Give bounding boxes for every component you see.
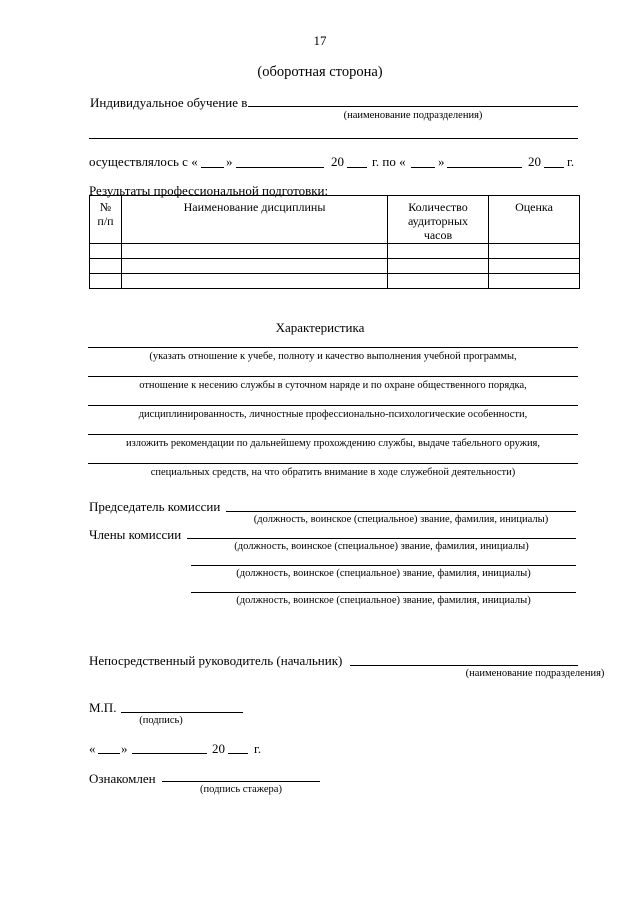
table-row[interactable] [90,259,580,274]
period-to-label: г. по « [372,154,406,169]
characteristic-caption-3: дисциплинированность, личностные профессионально-психологические особенности, [138,409,528,420]
characteristic-title: Характеристика [275,320,365,335]
to-month-line[interactable] [447,167,522,168]
member-line-3[interactable] [191,592,576,593]
date-month-line[interactable] [132,753,207,754]
period-close-quote-2: » [438,154,445,169]
characteristic-line-1[interactable] [88,347,578,348]
table-row[interactable] [90,274,580,289]
results-header-row [90,196,580,244]
characteristic-line-5[interactable] [88,463,578,464]
chairman-caption: (должность, воинское (специальное) звание, фамилия, инициалы) [253,514,549,525]
subdivision-caption: (наименование подразделения) [343,110,483,121]
date-day-line[interactable] [98,753,120,754]
characteristic-caption-4: изложить рекомендации по дальнейшему прохождению службы, выдаче табельного оружия, [125,438,541,449]
side-title: (оборотная сторона) [257,64,383,80]
characteristic-caption-1: (указать отношение к учебе, полноту и качество выполнения учебной программы, [149,351,517,362]
date-year-prefix: 20 [212,741,225,756]
date-close-quote: » [121,741,128,756]
signature-caption: (подпись) [139,715,183,726]
member-caption-2: (должность, воинское (специальное) звание, фамилия, инициалы) [236,568,531,579]
supervisor-label: Непосредственный руководитель (начальник) [89,653,343,668]
col-grade: Оценка [489,196,580,244]
member-line-2[interactable] [191,565,576,566]
col-discipline: Наименование дисциплины [122,196,388,244]
table-row[interactable] [90,244,580,259]
page-number: 17 [313,33,327,48]
characteristic-line-2[interactable] [88,376,578,377]
subdivision-line[interactable] [248,106,578,107]
characteristic-line-4[interactable] [88,434,578,435]
individual-label: Индивидуальное обучение в [90,95,248,110]
subdivision-line-2[interactable] [89,138,578,139]
trainee-signature-line[interactable] [162,781,320,782]
col-hours: Количество аудиторных часов [388,196,489,244]
results-table [89,195,580,289]
member-caption-1: (должность, воинское (специальное) звание, фамилия, инициалы) [234,541,529,552]
characteristic-line-3[interactable] [88,405,578,406]
col-num: № п/п [90,196,122,244]
period-year-suffix: г. [567,154,575,169]
member-line-1[interactable] [187,538,576,539]
from-day-line[interactable] [201,167,224,168]
from-year-prefix: 20 [331,154,344,169]
supervisor-line[interactable] [350,665,578,666]
members-label: Члены комиссии [89,527,182,542]
to-day-line[interactable] [411,167,435,168]
characteristic-caption-5: специальных средств, на что обратить внимание в ходе служебной деятельности) [150,467,516,478]
date-open-quote: « [89,741,96,756]
chairman-line[interactable] [226,511,576,512]
to-year-line[interactable] [544,167,564,168]
date-year-suffix: г. [254,741,262,756]
date-year-line[interactable] [228,753,248,754]
stamp-label: М.П. [89,700,117,715]
supervisor-caption: (наименование подразделения) [465,668,605,679]
period-from-label: осуществлялось с « [89,154,198,169]
acknowledged-label: Ознакомлен [89,771,156,786]
to-year-prefix: 20 [528,154,541,169]
characteristic-caption-2: отношение к несению службы в суточном наряде и по охране общественного порядка, [139,380,527,391]
signature-line[interactable] [121,712,243,713]
from-year-line[interactable] [347,167,367,168]
trainee-signature-caption: (подпись стажера) [200,784,282,795]
chairman-label: Председатель комиссии [89,499,221,514]
from-month-line[interactable] [236,167,324,168]
results-title: Результаты профессиональной подготовки: [89,183,329,198]
member-caption-3: (должность, воинское (специальное) звание, фамилия, инициалы) [236,595,531,606]
period-close-quote-1: » [226,154,233,169]
